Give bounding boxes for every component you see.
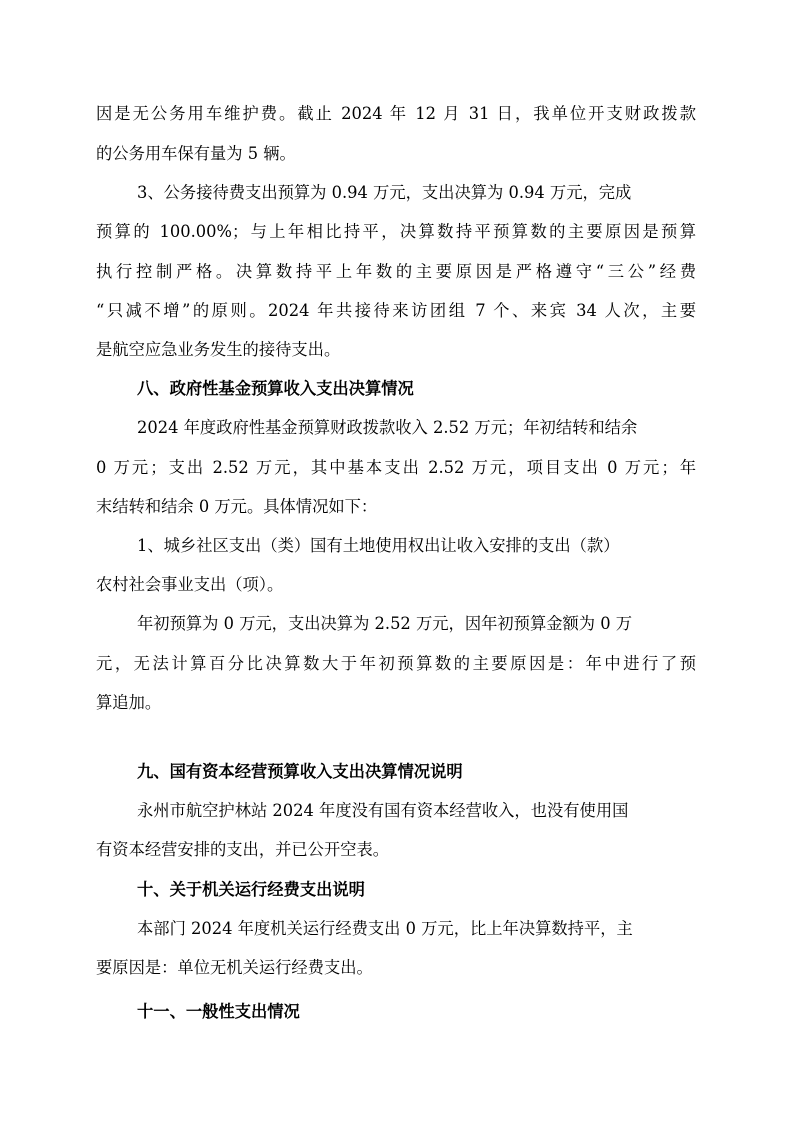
paragraph-line: 执行控制严格。决算数持平上年数的主要原因是严格遵守“三公”经费 [96,262,696,281]
paragraph-line: 要原因是：单位无机关运行经费支出。 [96,958,373,977]
paragraph-line: 3、公务接待费支出预算为 0.94 万元，支出决算为 0.94 万元，完成 [137,183,632,202]
paragraph-line: 元，无法计算百分比决算数大于年初预算数的主要原因是：年中进行了预 [96,654,696,673]
paragraph-line: 本部门 2024 年度机关运行经费支出 0 万元，比上年决算数持平，主 [137,919,633,938]
paragraph-line: 0 万元；支出 2.52 万元，其中基本支出 2.52 万元，项目支出 0 万元；年 [96,458,696,477]
section-heading: 九、国有资本经营预算收入支出决算情况说明 [137,762,463,781]
paragraph-line: 永州市航空护林站 2024 年度没有国有资本经营收入，也没有使用国 [137,801,629,820]
section-heading: 十、关于机关运行经费支出说明 [137,880,365,899]
section-heading: 八、政府性基金预算收入支出决算情况 [137,379,414,398]
section-heading: 十一、一般性支出情况 [137,1002,300,1021]
paragraph-line: 1、城乡社区支出（类）国有土地使用权出让收入安排的支出（款） [137,536,620,555]
paragraph-line: 农村社会事业支出（项）。 [96,575,284,594]
paragraph-line: 因是无公务用车维护费。截止 2024 年 12 月 31 日，我单位开支财政拨款 [96,104,696,123]
paragraph-line: 年初预算为 0 万元，支出决算为 2.52 万元，因年初预算金额为 0 万 [137,614,633,633]
paragraph-line: 末结转和结余 0 万元。具体情况如下： [96,497,378,516]
paragraph-line: 是航空应急业务发生的接待支出。 [96,340,341,359]
paragraph-line: “只减不增”的原则。2024 年共接待来访团组 7 个、来宾 34 人次，主要 [96,301,696,320]
paragraph-line: 的公务用车保有量为 5 辆。 [96,144,296,163]
paragraph-line: 算追加。 [96,693,162,712]
paragraph-line: 2024 年度政府性基金预算财政拨款收入 2.52 万元；年初结转和结余 [137,418,638,437]
paragraph-line: 有资本经营安排的支出，并已公开空表。 [96,840,390,859]
paragraph-line: 预算的 100.00%；与上年相比持平，决算数持平预算数的主要原因是预算 [96,222,696,241]
